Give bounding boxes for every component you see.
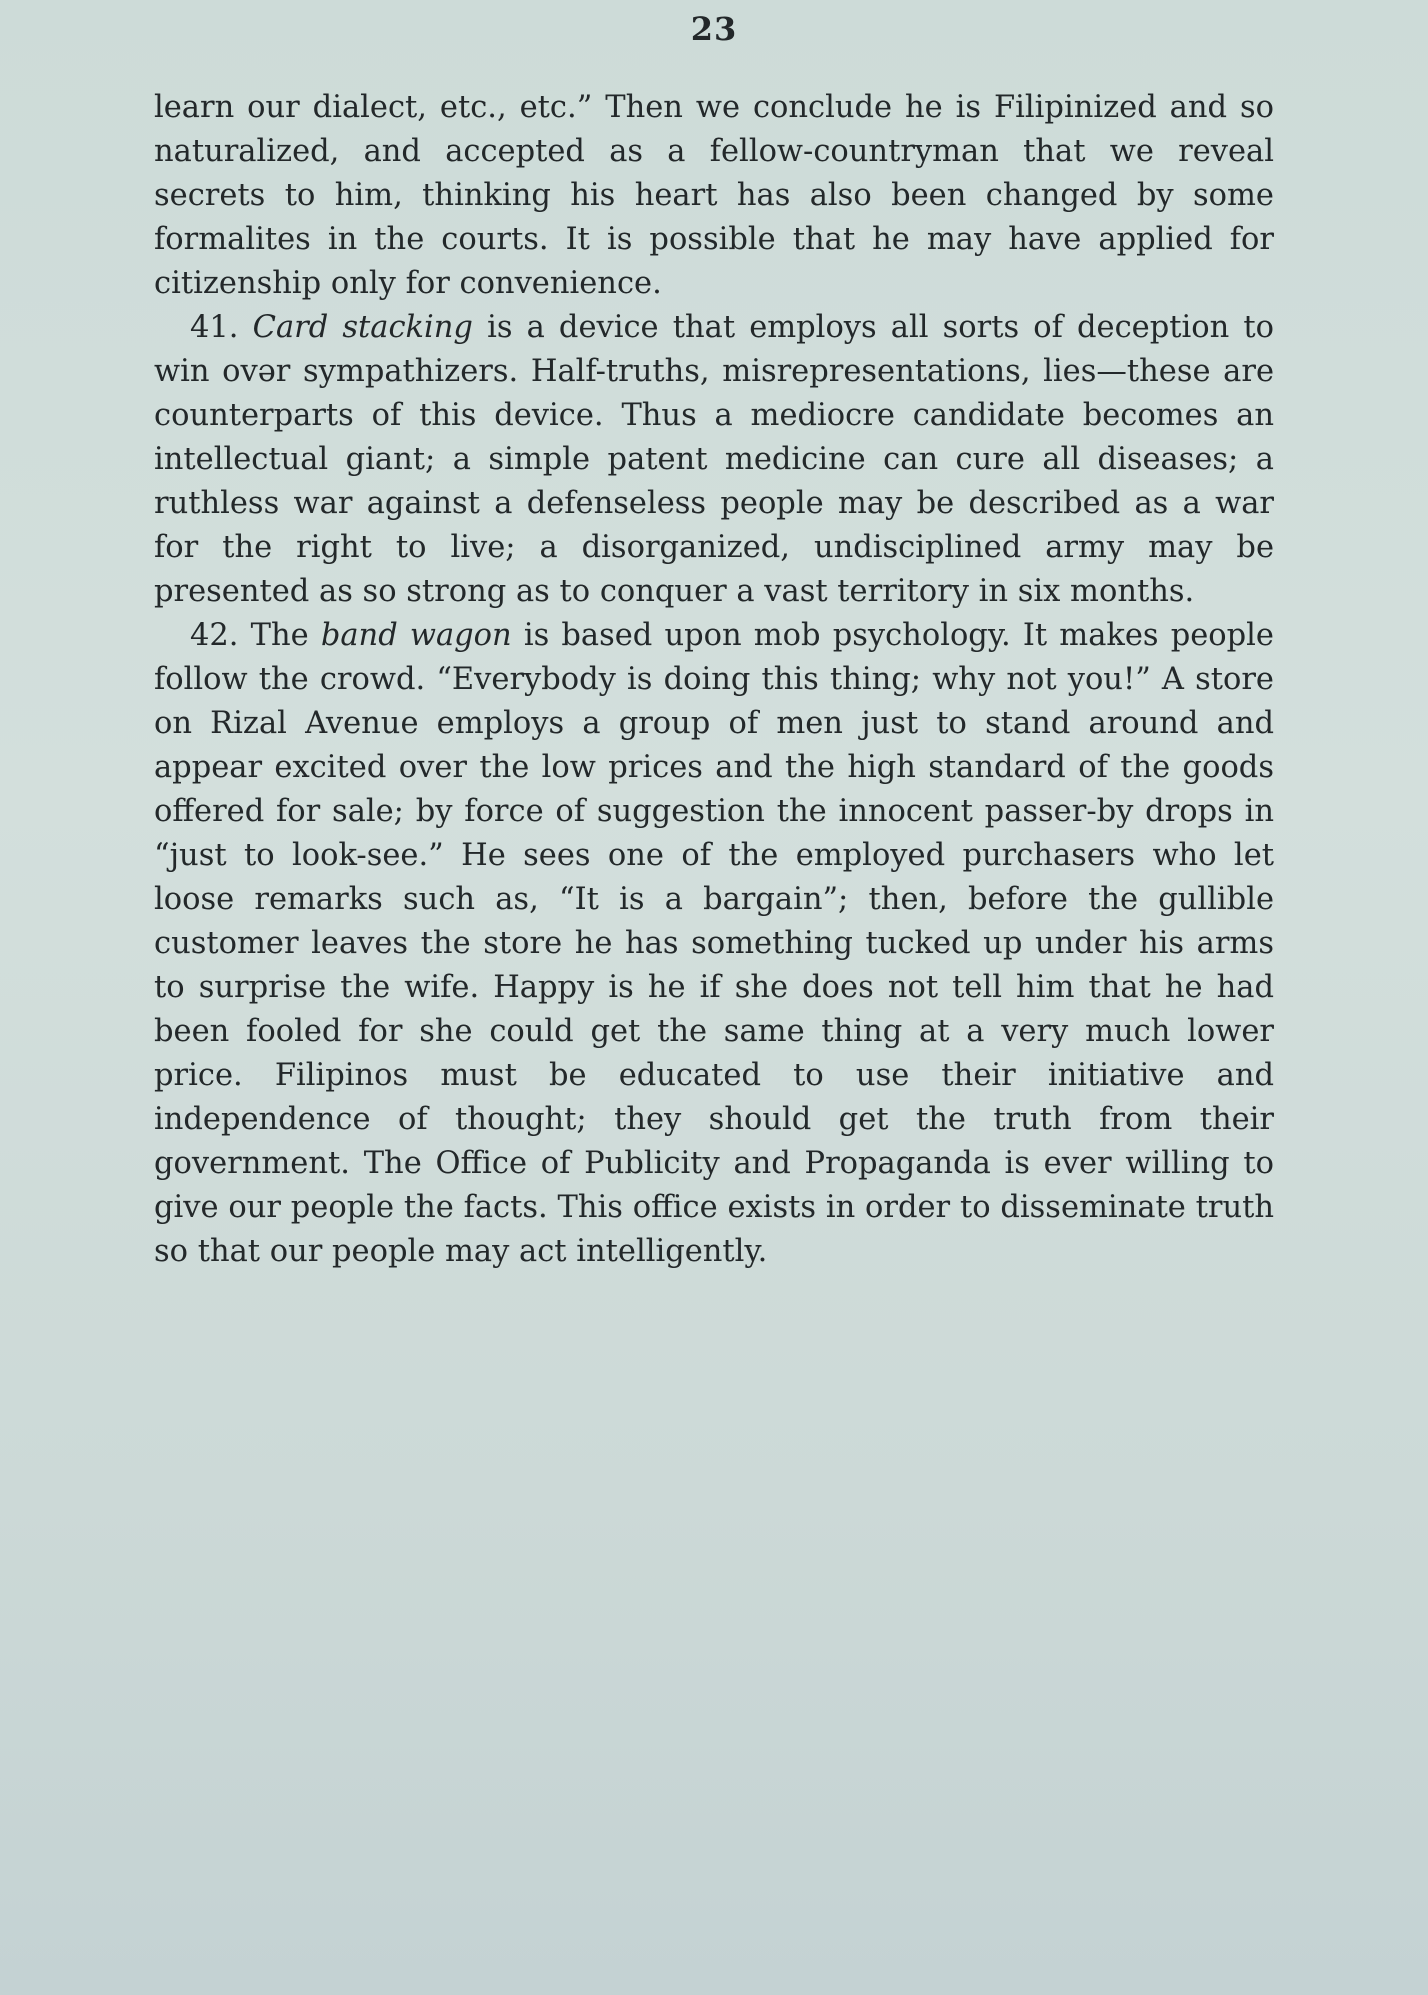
paragraph-text: is based upon mob psychology. It makes people follow the crowd. “Everybody is doing this thing; why not you!” A store on Rizal Avenue employs a group of men just to stand around and appear excited over the low prices and the high standard of the goods offered for sale; by force of suggestion the innocent passer-by drops in “just to look-see.” He sees one of the employed purchasers who let loose remarks such as, “It is a bargain”; then, before the gullible customer leaves the store he has something tucked up under his arms to surprise the wife. Happy is he if she does not tell him that he had been fooled for she could get the same thing at a very much lower price. Filipinos must be educated to use their initiative and independence of thought; they should get the truth from their government. The Office of Publicity and Propaganda is ever willing to give our people the facts. This office exists in order to disseminate truth so that our people may act intelligently. (154, 618, 1274, 1269)
paragraph-continuation (154, 86, 1274, 306)
paragraph-term: Card stacking (252, 310, 473, 345)
paragraph-number: 42. (190, 618, 239, 653)
body-text (154, 86, 1274, 1274)
paragraph-band-wagon (154, 614, 1274, 1274)
paragraph-card-stacking (154, 306, 1274, 614)
paragraph-prefix: The (250, 618, 309, 653)
paragraph-text: learn our dialect, etc., etc.” Then we conclude he is Filipinized and so naturalized, and accepted as a fellow-countryman that we reveal secrets to him, thinking his heart has also been changed by some formalites in the courts. It is possible that he may have applied for citizenship only for convenience. (154, 90, 1274, 301)
paragraph-text: is a device that employs all sorts of deception to win ovər sympathizers. Half-truths, misrepresentations, lies—these are counterparts of this device. Thus a mediocre candidate becomes an intellectual giant; a simple patent medicine can cure all diseases; a ruthless war against a defenseless people may be described as a war for the right to live; a disorganized, undisciplined army may be presented as so strong as to conquer a vast territory in six months. (154, 310, 1274, 609)
paragraph-term: band wagon (320, 618, 512, 653)
paragraph-number: 41. (190, 310, 239, 345)
page-number: 23 (690, 10, 738, 48)
